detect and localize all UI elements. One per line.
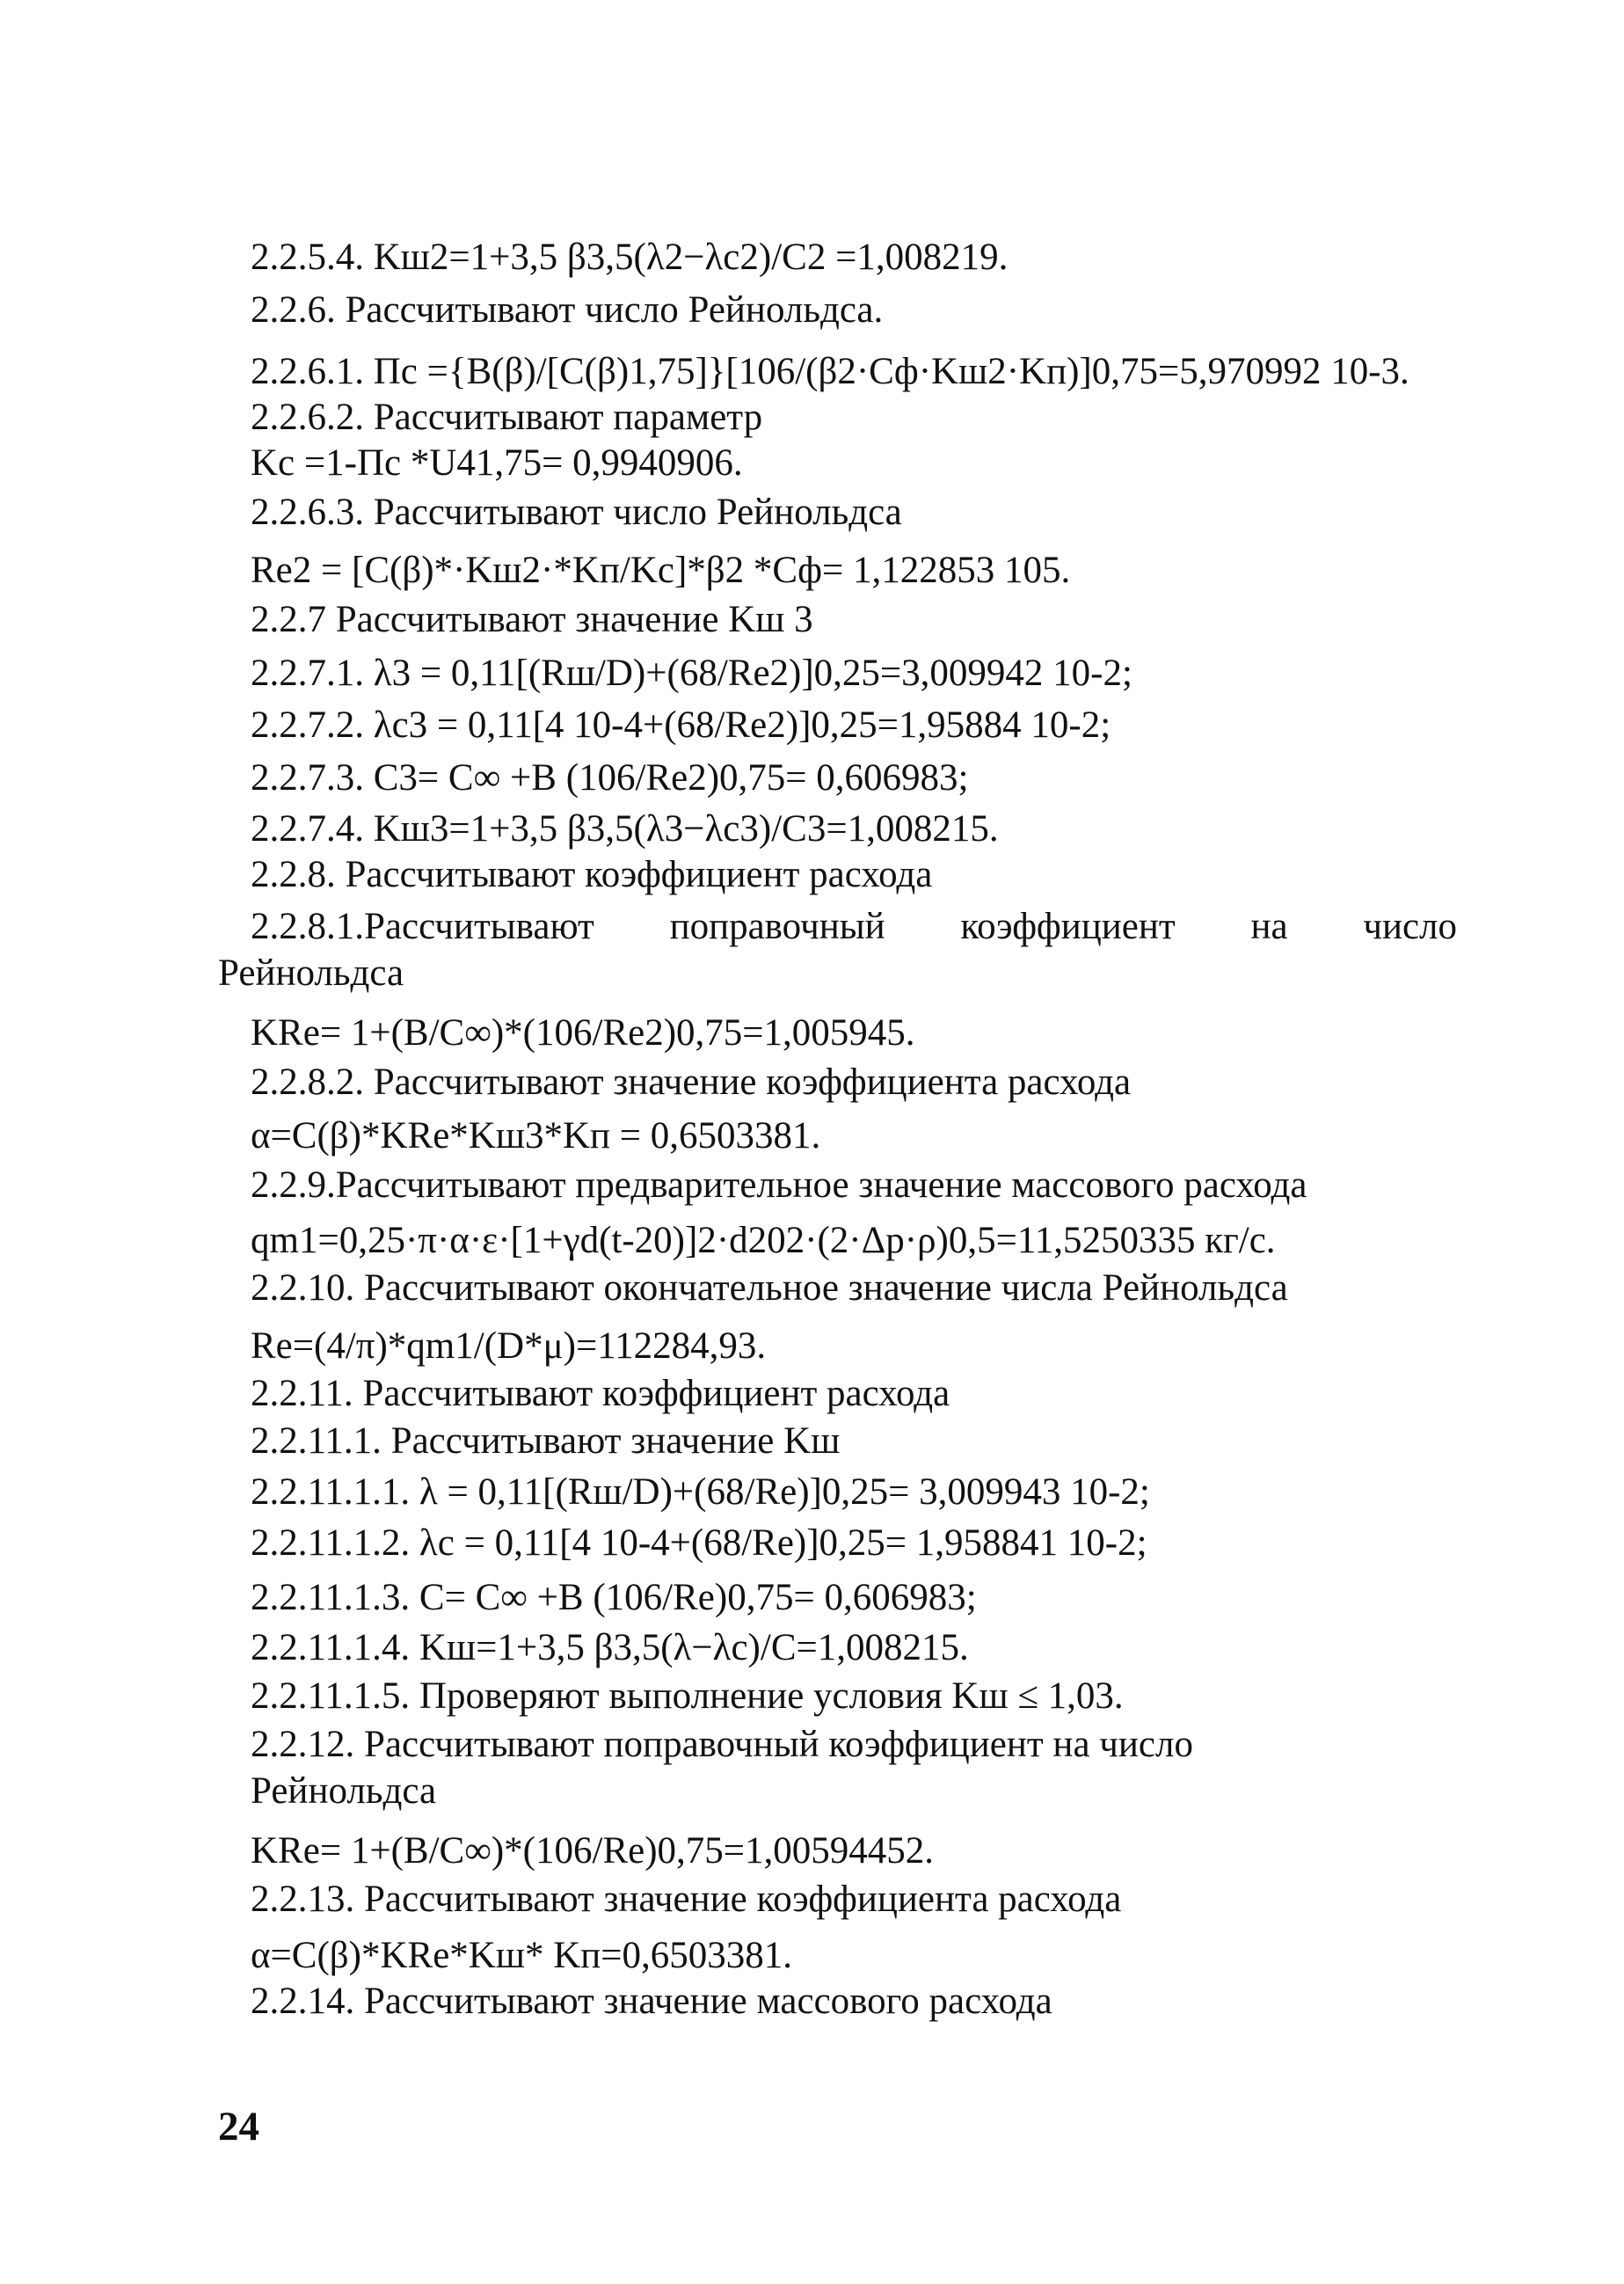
text-line: 2.2.11. Рассчитывают коэффициент расхода xyxy=(251,1373,950,1414)
text-line: 2.2.11.1.2. λc = 0,11[4 10-4+(68/Re)]0,25= 1,958841 10-2; xyxy=(251,1522,1147,1564)
text-line: 2.2.11.1. Рассчитывают значение Kш xyxy=(251,1420,841,1462)
text-line: qm1=0,25·π·α·ε·[1+γd(t-20)]2·d202·(2·Δp·ρ)0,5=11,5250335 кг/с. xyxy=(251,1220,1276,1261)
text-line: 2.2.7.3. C3= C∞ +B (106/Re2)0,75= 0,606983; xyxy=(251,757,969,799)
text-line: Re=(4/π)*qm1/(D*μ)=112284,93. xyxy=(251,1325,767,1367)
page-number: 24 xyxy=(218,2104,259,2149)
text-line: 2.2.13. Рассчитывают значение коэффициента расхода xyxy=(251,1879,1122,1920)
text-line: α=C(β)*KRe*Kш* Kп=0,6503381. xyxy=(251,1935,793,1976)
text-line: 2.2.6. Рассчитывают число Рейнольдса. xyxy=(251,289,884,331)
text-line: 2.2.14. Рассчитывают значение массового расхода xyxy=(251,1981,1052,2022)
text-line: 2.2.11.1.4. Kш=1+3,5 β3,5(λ−λc)/C=1,008215. xyxy=(251,1627,969,1668)
text-line: 2.2.6.2. Рассчитывают параметр xyxy=(251,397,763,438)
text-line: Re2 = [C(β)*·Kш2·*Kп/Kc]*β2 *Cф= 1,122853 105. xyxy=(251,550,1071,591)
text-line: 2.2.7.4. Kш3=1+3,5 β3,5(λ3−λc3)/C3=1,008215. xyxy=(251,808,999,850)
text-line: 2.2.6.3. Рассчитывают число Рейнольдса xyxy=(251,492,902,533)
text-line: 2.2.8.2. Рассчитывают значение коэффициента расхода xyxy=(251,1062,1132,1103)
text-line: 2.2.12. Рассчитывают поправочный коэффициент на число xyxy=(251,1724,1193,1765)
text-line: KRe= 1+(B/C∞)*(106/Re2)0,75=1,005945. xyxy=(251,1012,915,1054)
justified-word: 2.2.8.1.Рассчитывают xyxy=(251,906,594,947)
text-line: 2.2.11.1.1. λ = 0,11[(Rш/D)+(68/Re)]0,25= 3,009943 10-2; xyxy=(251,1471,1150,1513)
text-line: 2.2.7.2. λc3 = 0,11[4 10-4+(68/Re2)]0,25=1,95884 10-2; xyxy=(251,704,1111,746)
justified-word: поправочный xyxy=(669,906,885,947)
text-line: Kc =1-Пс *U41,75= 0,9940906. xyxy=(251,442,743,484)
justified-word: коэффициент xyxy=(960,906,1176,947)
text-line: 2.2.11.1.3. C= C∞ +B (106/Re)0,75= 0,606983; xyxy=(251,1577,977,1618)
justified-word: на xyxy=(1250,906,1288,947)
text-line: 2.2.7 Рассчитывают значение Kш 3 xyxy=(251,599,813,640)
text-line: 2.2.5.4. Kш2=1+3,5 β3,5(λ2−λc2)/C2 =1,008219. xyxy=(251,237,1009,278)
text-line: 2.2.7.1. λ3 = 0,11[(Rш/D)+(68/Re2)]0,25=3,009942 10-2; xyxy=(251,653,1132,694)
text-line: 2.2.11.1.5. Проверяют выполнение условия Kш ≤ 1,03. xyxy=(251,1675,1124,1717)
text-line: 2.2.10. Рассчитывают окончательное значение числа Рейнольдса xyxy=(251,1267,1288,1309)
text-line: 2.2.9.Рассчитывают предварительное значение массового расхода xyxy=(251,1164,1307,1206)
justified-line xyxy=(251,901,1457,953)
text-line: α=C(β)*KRe*Kш3*Kп = 0,6503381. xyxy=(251,1115,821,1157)
text-line: 2.2.8. Рассчитывают коэффициент расхода xyxy=(251,854,933,895)
text-line: 2.2.6.1. Пс ={B(β)/[C(β)1,75]}[106/(β2·Cф·Kш2·Kп)]0,75=5,970992 10-3. xyxy=(251,351,1409,392)
text-line: KRe= 1+(B/C∞)*(106/Re)0,75=1,00594452. xyxy=(251,1830,935,1872)
text-line: Рейнольдса xyxy=(251,1770,437,1812)
justified-word: число xyxy=(1363,906,1457,947)
text-line: Рейнольдса xyxy=(218,952,404,994)
